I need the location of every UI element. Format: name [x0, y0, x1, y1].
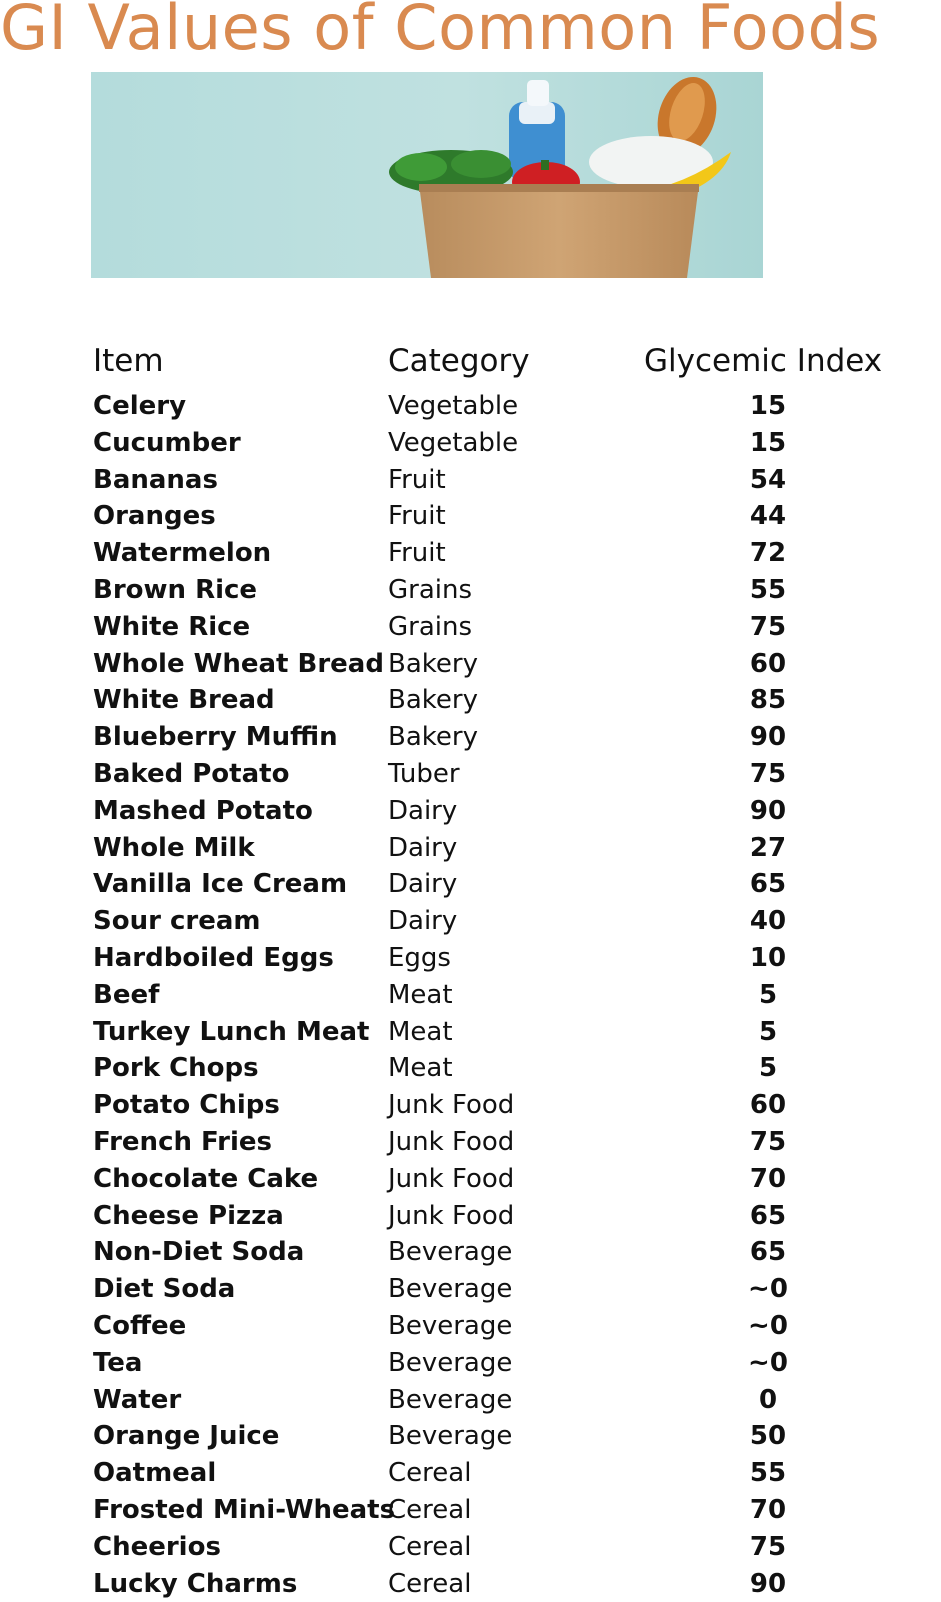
gi-cell: 50: [700, 1418, 836, 1454]
item-cell: Orange Juice: [93, 1418, 279, 1454]
item-cell: Cheerios: [93, 1529, 221, 1565]
item-cell: White Bread: [93, 682, 275, 718]
category-cell: Cereal: [388, 1529, 471, 1565]
category-cell: Vegetable: [388, 388, 518, 424]
gi-cell: 5: [700, 977, 836, 1013]
item-cell: Turkey Lunch Meat: [93, 1014, 369, 1050]
gi-cell: 54: [700, 462, 836, 498]
item-cell: Oatmeal: [93, 1455, 216, 1491]
gi-cell: 44: [700, 498, 836, 534]
item-cell: Brown Rice: [93, 572, 257, 608]
table-row: [0, 1529, 941, 1566]
table-row: [0, 535, 941, 572]
page-title: GI Values of Common Foods: [0, 0, 880, 68]
table-row: [0, 830, 941, 867]
category-cell: Bakery: [388, 646, 478, 682]
gi-cell: 0: [700, 1382, 836, 1418]
item-cell: Lucky Charms: [93, 1566, 297, 1602]
table-row: [0, 1198, 941, 1235]
gi-cell: 65: [700, 866, 836, 902]
gi-cell: 55: [700, 572, 836, 608]
gi-cell: 10: [700, 940, 836, 976]
category-cell: Fruit: [388, 498, 446, 534]
gi-cell: 60: [700, 1087, 836, 1123]
gi-cell: 75: [700, 609, 836, 645]
category-cell: Fruit: [388, 462, 446, 498]
category-cell: Grains: [388, 572, 472, 608]
item-cell: Potato Chips: [93, 1087, 280, 1123]
table-row: [0, 719, 941, 756]
gi-cell: 75: [700, 1529, 836, 1565]
table-row: [0, 793, 941, 830]
gi-cell: 75: [700, 756, 836, 792]
column-header-glycemic-index: Glycemic Index: [644, 341, 882, 381]
category-cell: Eggs: [388, 940, 451, 976]
item-cell: Frosted Mini-Wheats: [93, 1492, 395, 1528]
category-cell: Vegetable: [388, 425, 518, 461]
category-cell: Beverage: [388, 1418, 512, 1454]
item-cell: Baked Potato: [93, 756, 289, 792]
table-row: [0, 572, 941, 609]
item-cell: Cheese Pizza: [93, 1198, 284, 1234]
item-cell: Non-Diet Soda: [93, 1234, 304, 1270]
category-cell: Dairy: [388, 903, 457, 939]
item-cell: Water: [93, 1382, 181, 1418]
category-cell: Grains: [388, 609, 472, 645]
item-cell: Whole Wheat Bread: [93, 646, 384, 682]
gi-cell: 65: [700, 1234, 836, 1270]
gi-cell: 72: [700, 535, 836, 571]
gi-cell: ~0: [700, 1308, 836, 1344]
table-row: [0, 1308, 941, 1345]
item-cell: Whole Milk: [93, 830, 255, 866]
category-cell: Junk Food: [388, 1161, 514, 1197]
table-row: [0, 1234, 941, 1271]
gi-cell: 60: [700, 646, 836, 682]
table-row: [0, 1382, 941, 1419]
item-cell: Coffee: [93, 1308, 186, 1344]
category-cell: Bakery: [388, 719, 478, 755]
table-body: [0, 388, 941, 1602]
table-row: [0, 940, 941, 977]
item-cell: Hardboiled Eggs: [93, 940, 334, 976]
table-row: [0, 1087, 941, 1124]
gi-cell: 70: [700, 1161, 836, 1197]
gi-cell: 70: [700, 1492, 836, 1528]
table-row: [0, 646, 941, 683]
item-cell: Chocolate Cake: [93, 1161, 318, 1197]
table-row: [0, 609, 941, 646]
column-header-item: Item: [93, 341, 164, 381]
category-cell: Cereal: [388, 1492, 471, 1528]
table-row: [0, 462, 941, 499]
category-cell: Meat: [388, 1014, 453, 1050]
category-cell: Junk Food: [388, 1087, 514, 1123]
item-cell: Sour cream: [93, 903, 260, 939]
table-row: [0, 1161, 941, 1198]
table-row: [0, 756, 941, 793]
category-cell: Meat: [388, 1050, 453, 1086]
item-cell: Bananas: [93, 462, 218, 498]
category-cell: Dairy: [388, 830, 457, 866]
gi-cell: 40: [700, 903, 836, 939]
item-cell: Diet Soda: [93, 1271, 235, 1307]
gi-cell: ~0: [700, 1345, 836, 1381]
table-row: [0, 388, 941, 425]
category-cell: Beverage: [388, 1271, 512, 1307]
gi-cell: 27: [700, 830, 836, 866]
item-cell: Celery: [93, 388, 186, 424]
item-cell: Oranges: [93, 498, 216, 534]
item-cell: Blueberry Muffin: [93, 719, 338, 755]
item-cell: Cucumber: [93, 425, 241, 461]
table-row: [0, 866, 941, 903]
table-row: [0, 977, 941, 1014]
gi-cell: 55: [700, 1455, 836, 1491]
table-row: [0, 1124, 941, 1161]
column-header-category: Category: [388, 341, 530, 381]
item-cell: Mashed Potato: [93, 793, 313, 829]
table-row: [0, 1014, 941, 1051]
table-row: [0, 1492, 941, 1529]
gi-cell: 85: [700, 682, 836, 718]
table-row: [0, 1566, 941, 1602]
category-cell: Fruit: [388, 535, 446, 571]
gi-cell: 90: [700, 1566, 836, 1602]
category-cell: Beverage: [388, 1345, 512, 1381]
item-cell: Pork Chops: [93, 1050, 259, 1086]
item-cell: Watermelon: [93, 535, 271, 571]
gi-cell: 90: [700, 793, 836, 829]
table-row: [0, 903, 941, 940]
category-cell: Cereal: [388, 1566, 471, 1602]
category-cell: Tuber: [388, 756, 460, 792]
category-cell: Beverage: [388, 1234, 512, 1270]
category-cell: Junk Food: [388, 1198, 514, 1234]
category-cell: Meat: [388, 977, 453, 1013]
table-row: [0, 1050, 941, 1087]
category-cell: Junk Food: [388, 1124, 514, 1160]
category-cell: Beverage: [388, 1308, 512, 1344]
table-row: [0, 498, 941, 535]
table-row: [0, 1345, 941, 1382]
item-cell: French Fries: [93, 1124, 272, 1160]
table-row: [0, 1418, 941, 1455]
item-cell: Vanilla Ice Cream: [93, 866, 347, 902]
item-cell: Tea: [93, 1345, 142, 1381]
table-row: [0, 425, 941, 462]
gi-cell: 75: [700, 1124, 836, 1160]
table-row: [0, 1455, 941, 1492]
category-cell: Dairy: [388, 866, 457, 902]
table-row: [0, 1271, 941, 1308]
gi-cell: 90: [700, 719, 836, 755]
table-row: [0, 682, 941, 719]
category-cell: Beverage: [388, 1382, 512, 1418]
gi-cell: ~0: [700, 1271, 836, 1307]
category-cell: Dairy: [388, 793, 457, 829]
grocery-bag-illustration: [91, 72, 763, 278]
item-cell: Beef: [93, 977, 159, 1013]
gi-cell: 65: [700, 1198, 836, 1234]
item-cell: White Rice: [93, 609, 250, 645]
gi-cell: 15: [700, 425, 836, 461]
gi-cell: 5: [700, 1050, 836, 1086]
category-cell: Cereal: [388, 1455, 471, 1491]
gi-cell: 5: [700, 1014, 836, 1050]
gi-cell: 15: [700, 388, 836, 424]
category-cell: Bakery: [388, 682, 478, 718]
